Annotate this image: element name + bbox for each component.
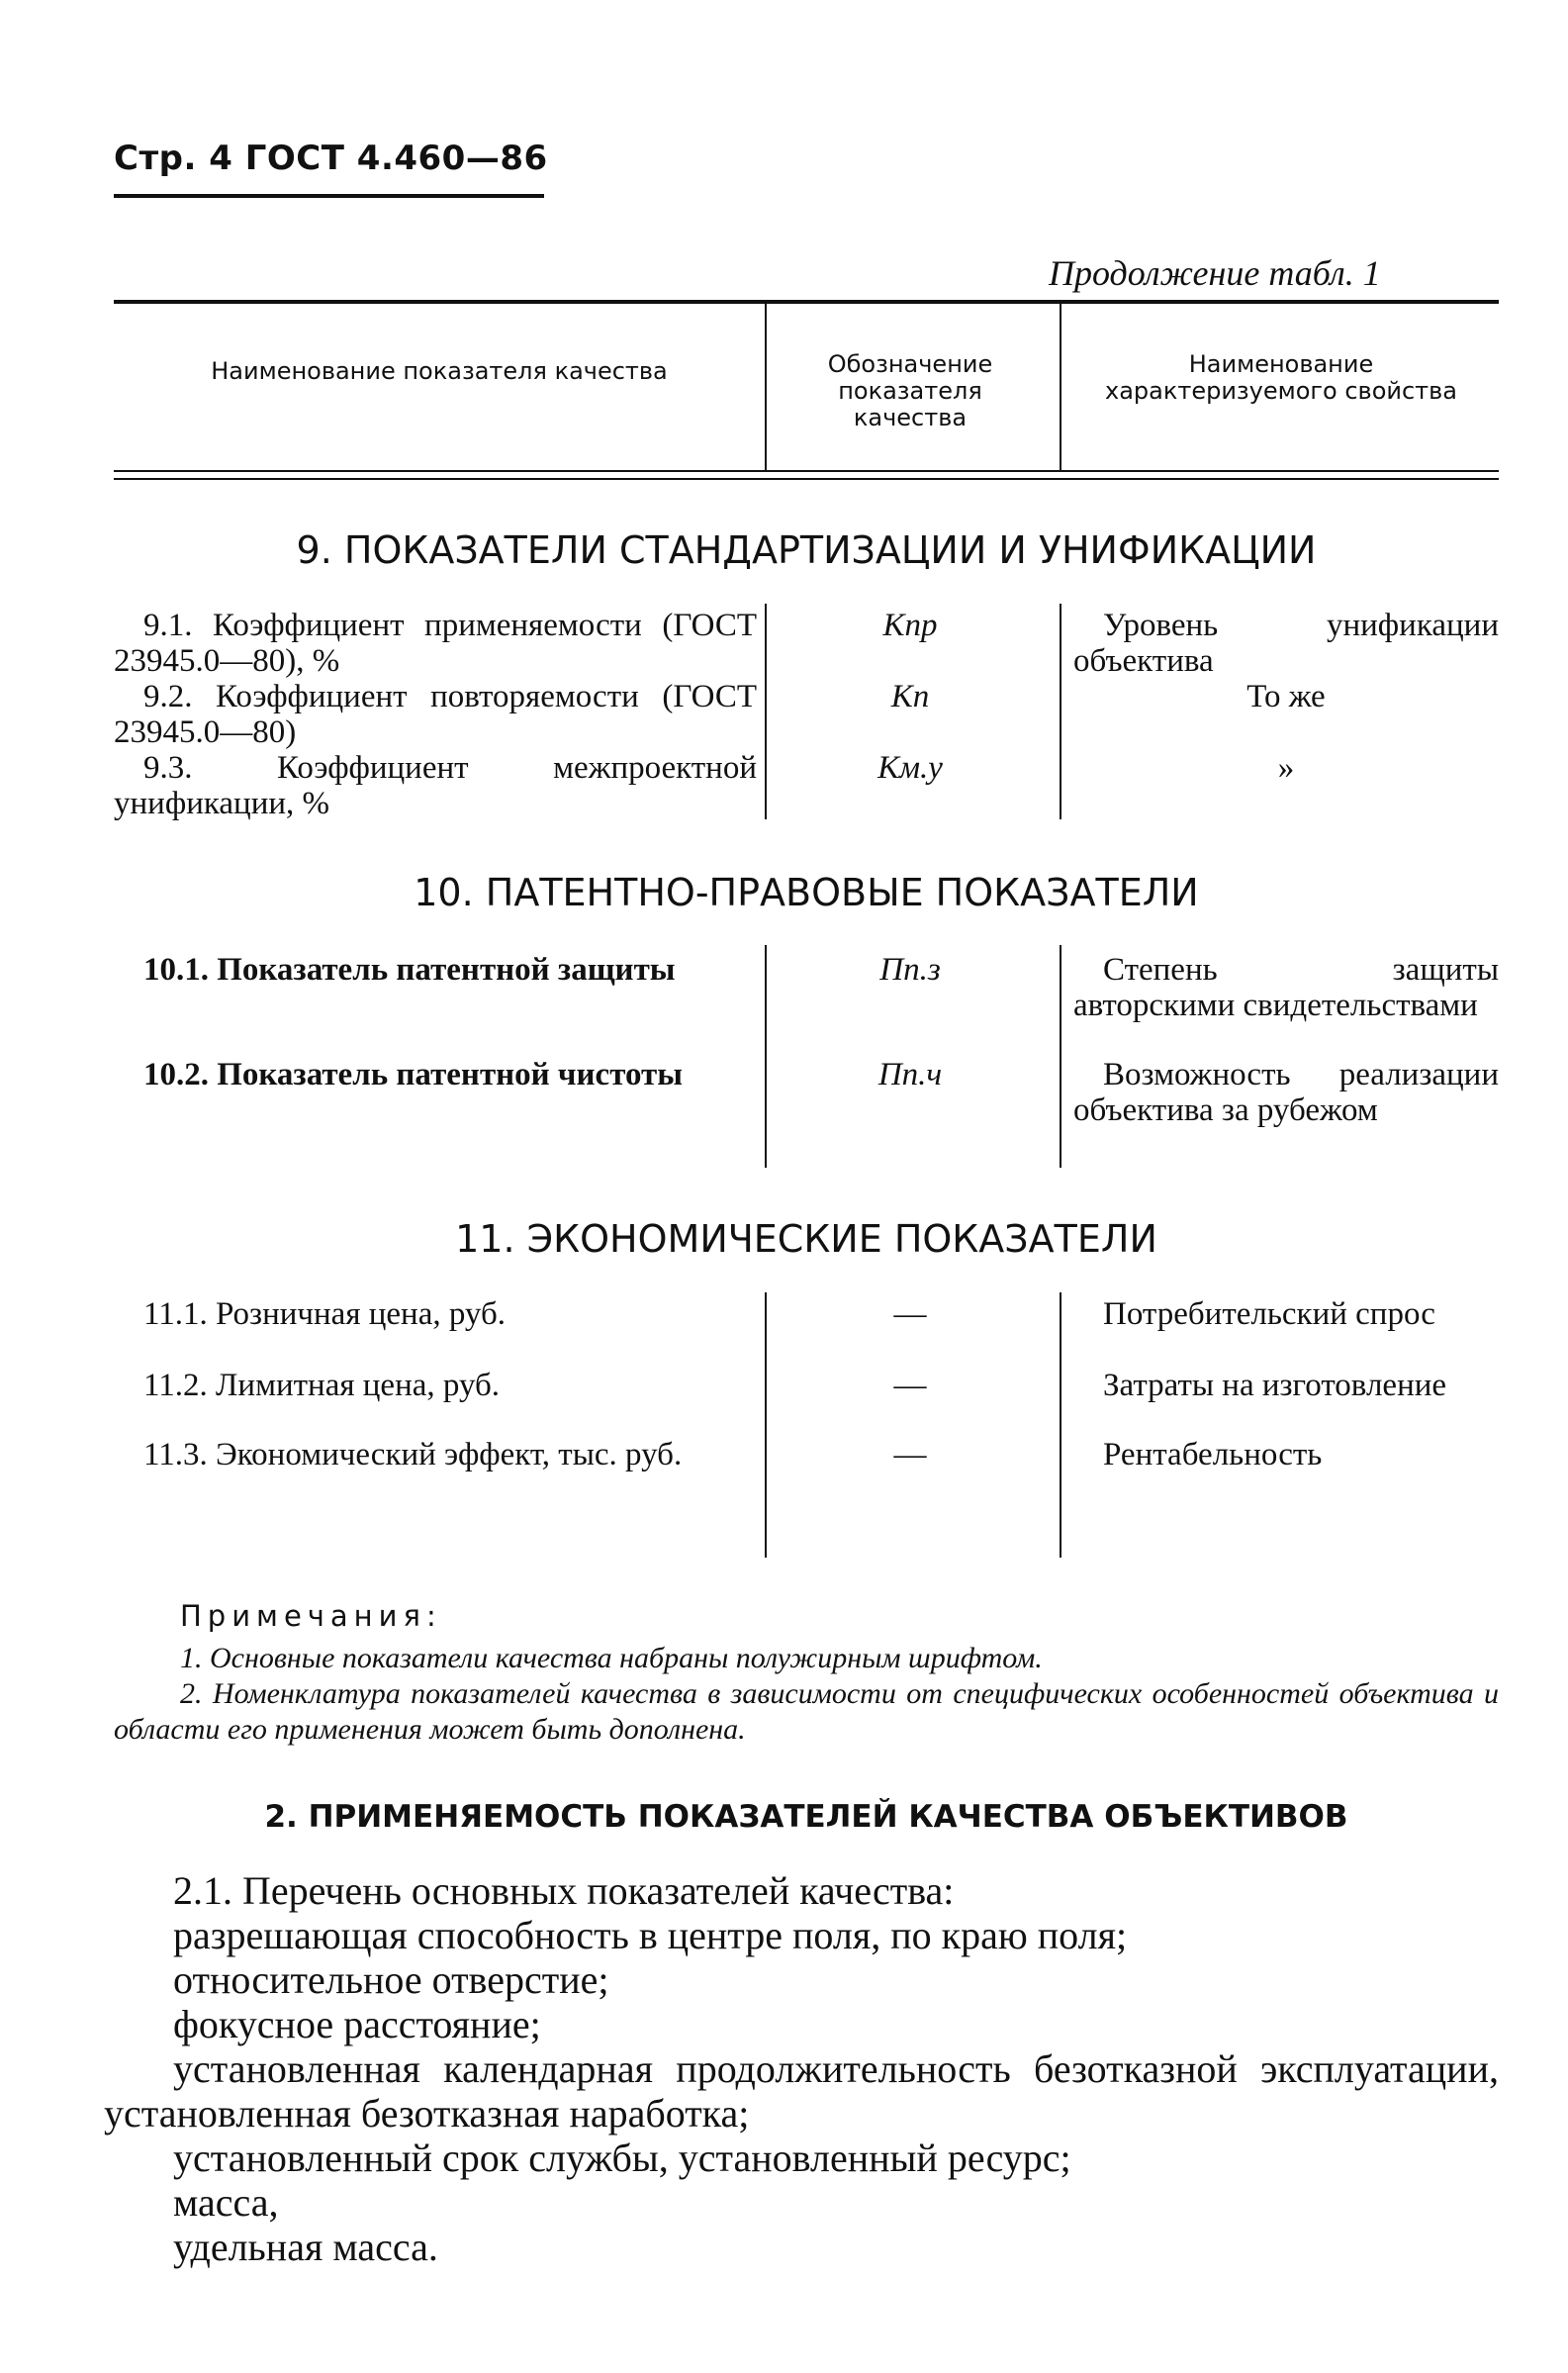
property-cell: Степень защиты авторскими свидетельствами [1073, 952, 1499, 1023]
section-11-divider-2 [1060, 1292, 1061, 1558]
symbol-cell: Пп.з [879, 952, 941, 988]
header-rule [114, 194, 544, 198]
section-9-title: 9. ПОКАЗАТЕЛИ СТАНДАРТИЗАЦИИ И УНИФИКАЦИИ [296, 528, 1317, 572]
symbol-cell: Км.у [877, 750, 943, 786]
note-item: 2. Номенклатура показателей качества в зависимости от специфических особенностей объектива и области его применения может быть дополнена. [114, 1677, 1499, 1746]
header-divider-1 [765, 302, 767, 470]
symbol-cell: Кпр [882, 608, 938, 643]
table-row: 11.3. Экономический эффект, тыс. руб. [143, 1437, 683, 1472]
page-header: Стр. 4 ГОСТ 4.460—86 [114, 139, 548, 178]
property-cell: Затраты на изготовление [1103, 1368, 1447, 1403]
property-cell: Возможность реализации объектива за рубежом [1073, 1057, 1499, 1128]
property-cell: » [1277, 750, 1295, 786]
section-2-body [104, 1868, 1499, 2269]
property-cell: То же [1246, 679, 1326, 714]
paragraph: разрешающая способность в центре поля, по краю поля; [173, 1913, 1128, 1957]
table-row: 11.1. Розничная цена, руб. [143, 1296, 507, 1332]
header-bottom-rule-2 [114, 478, 1499, 480]
header-divider-2 [1060, 302, 1061, 470]
table-row: 9.3. Коэффициент межпроектной унификации, % [114, 750, 757, 821]
symbol-cell: — [893, 1296, 927, 1332]
section-10-divider-2 [1060, 945, 1061, 1168]
table-row: 9.1. Коэффициент применяемости (ГОСТ 23945.0—80), % [114, 608, 757, 679]
section-10-title: 10. ПАТЕНТНО-ПРАВОВЫЕ ПОКАЗАТЕЛИ [414, 871, 1199, 914]
column-header-property: Наименование характеризуемого свойства [1104, 350, 1457, 405]
property-cell: Уровень унификации объектива [1073, 608, 1499, 679]
property-cell: Рентабельность [1103, 1437, 1323, 1472]
symbol-cell: — [893, 1368, 927, 1403]
section-11-divider-1 [765, 1292, 767, 1558]
paragraph: фокусное расстояние; [173, 2002, 541, 2046]
table-continued-label: Продолжение табл. 1 [1049, 253, 1381, 293]
column-header-name: Наименование показателя качества [211, 357, 668, 385]
table-top-rule [114, 300, 1499, 304]
symbol-cell: Пп.ч [877, 1057, 943, 1092]
paragraph: установленная календарная продолжительность безотказной эксплуатации, установленная безотказная наработка; [104, 2046, 1499, 2136]
note-item: 1. Основные показатели качества набраны полужирным шрифтом. [180, 1642, 1043, 1674]
table-row: 9.2. Коэффициент повторяемости (ГОСТ 23945.0—80) [114, 679, 757, 750]
property-cell: Потребительский спрос [1103, 1296, 1435, 1332]
paragraph: установленный срок службы, установленный ресурс; [173, 2136, 1071, 2180]
column-header-symbol: Обозначение показателя качества [827, 350, 993, 431]
section-11-title: 11. ЭКОНОМИЧЕСКИЕ ПОКАЗАТЕЛИ [455, 1217, 1157, 1261]
symbol-cell: — [893, 1437, 927, 1472]
paragraph: удельная масса. [173, 2225, 438, 2269]
symbol-cell: Кп [890, 679, 930, 714]
table-row: 10.2. Показатель патентной чистоты [143, 1057, 684, 1092]
paragraph: относительное отверстие; [173, 1957, 609, 2002]
section-9-divider-2 [1060, 604, 1061, 819]
section-2-title: 2. ПРИМЕНЯЕМОСТЬ ПОКАЗАТЕЛЕЙ КАЧЕСТВА ОБЪЕКТИВОВ [264, 1799, 1348, 1835]
paragraph: 2.1. Перечень основных показателей качества: [173, 1868, 955, 1913]
table-row: 10.1. Показатель патентной защиты [143, 952, 676, 988]
table-row: 11.2. Лимитная цена, руб. [143, 1368, 501, 1403]
paragraph: масса, [173, 2180, 279, 2225]
notes-title: Примечания: [180, 1599, 442, 1633]
header-bottom-rule-1 [114, 470, 1499, 472]
